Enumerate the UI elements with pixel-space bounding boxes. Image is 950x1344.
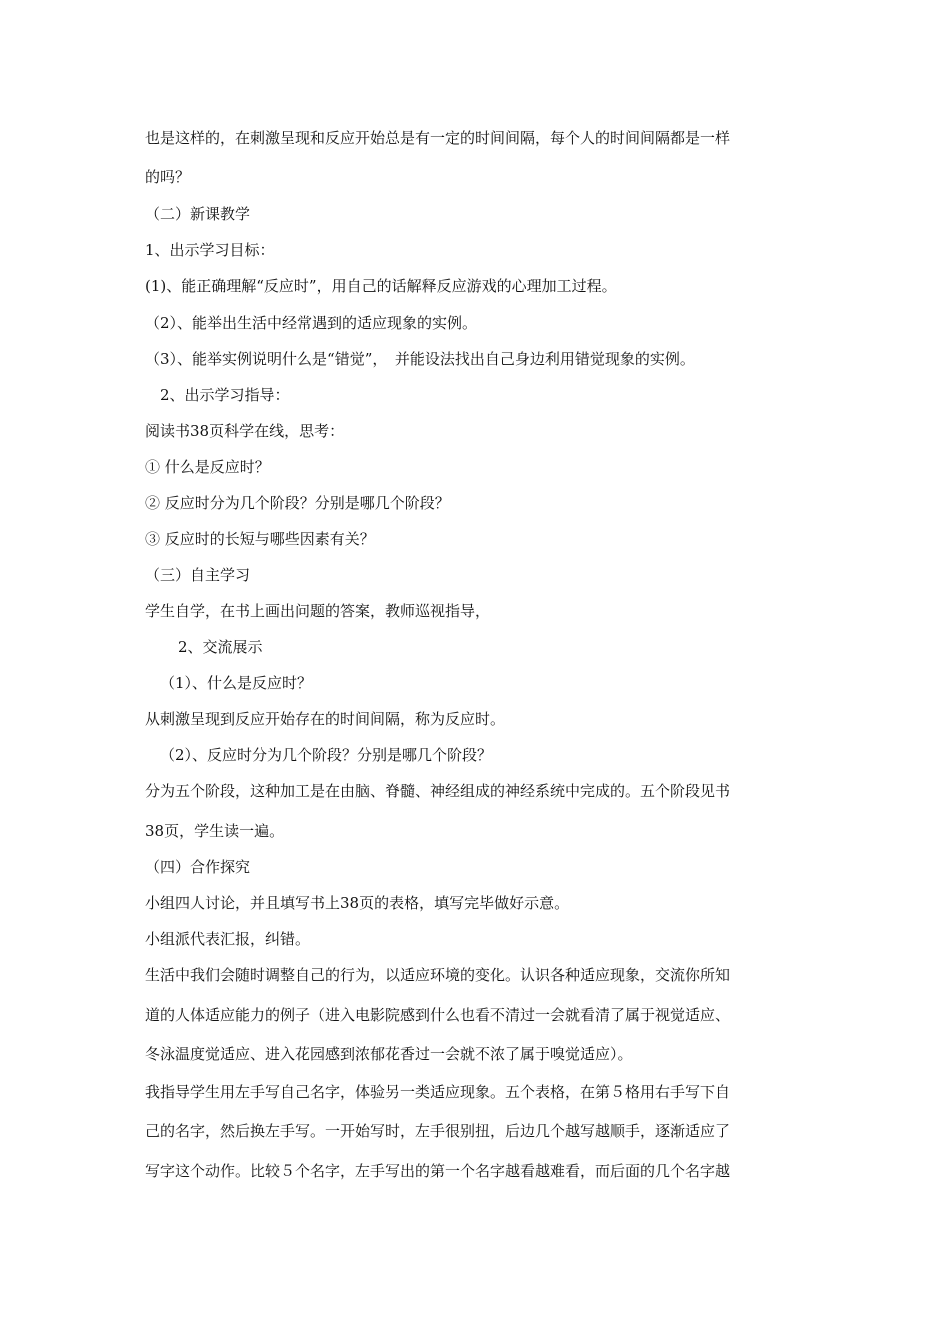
- paragraph-line: 道的人体适应能力的例子（进入电影院感到什么也看不清过一会就看清了属于视觉适应、: [145, 1006, 731, 1024]
- list-item: （2）、能举出生活中经常遇到的适应现象的实例。: [145, 314, 478, 332]
- list-item: ③ 反应时的长短与哪些因素有关？: [145, 530, 375, 548]
- subsection-heading: 2、交流展示: [178, 638, 263, 656]
- paragraph-line: 分为五个阶段，这种加工是在由脑、脊髓、神经组成的神经系统中完成的。五个阶段见书: [145, 782, 731, 800]
- question-line: （1）、什么是反应时？: [160, 674, 313, 692]
- list-item: （3）、能举实例说明什么是“错觉”， 并能设法找出自己身边利用错觉现象的实例。: [145, 350, 695, 368]
- paragraph-line: 阅读书38页科学在线，思考：: [145, 422, 345, 440]
- section-heading: （四）合作探究: [145, 858, 251, 876]
- subsection-heading: 2、出示学习指导：: [160, 386, 290, 404]
- subsection-heading: 1、出示学习目标：: [145, 241, 275, 259]
- paragraph-line: 38页，学生读一遍。: [145, 822, 285, 840]
- paragraph-line: 我指导学生用左手写自己名字，体验另一类适应现象。五个表格，在第５格用右手写下自: [145, 1083, 731, 1101]
- list-item: ① 什么是反应时？: [145, 458, 270, 476]
- list-item: (1)、能正确理解“反应时”，用自己的话解释反应游戏的心理加工过程。: [145, 277, 617, 295]
- paragraph-line: 从刺激呈现到反应开始存在的时间间隔，称为反应时。: [145, 710, 506, 728]
- paragraph-line: 学生自学，在书上画出问题的答案，教师巡视指导，: [145, 602, 491, 620]
- question-line: （2）、反应时分为几个阶段？分别是哪几个阶段？: [160, 746, 493, 764]
- section-heading: （二）新课教学: [145, 205, 251, 223]
- list-item: ② 反应时分为几个阶段？分别是哪几个阶段？: [145, 494, 450, 512]
- paragraph-line: 小组四人讨论，并且填写书上38页的表格，填写完毕做好示意。: [145, 894, 570, 912]
- section-heading: （三）自主学习: [145, 566, 251, 584]
- paragraph-line: 写字这个动作。比较５个名字，左手写出的第一个名字越看越难看，而后面的几个名字越: [145, 1162, 731, 1180]
- paragraph-line: 冬泳温度觉适应、进入花园感到浓郁花香过一会就不浓了属于嗅觉适应）。: [145, 1045, 633, 1063]
- paragraph-line: 的吗？: [145, 168, 191, 186]
- paragraph-line: 生活中我们会随时调整自己的行为，以适应环境的变化。认识各种适应现象，交流你所知: [145, 966, 731, 984]
- paragraph-line: 也是这样的，在刺激呈现和反应开始总是有一定的时间间隔，每个人的时间间隔都是一样: [145, 129, 731, 147]
- paragraph-line: 小组派代表汇报，纠错。: [145, 930, 311, 948]
- paragraph-line: 己的名字，然后换左手写。一开始写时，左手很别扭，后边几个越写越顺手，逐渐适应了: [145, 1122, 731, 1140]
